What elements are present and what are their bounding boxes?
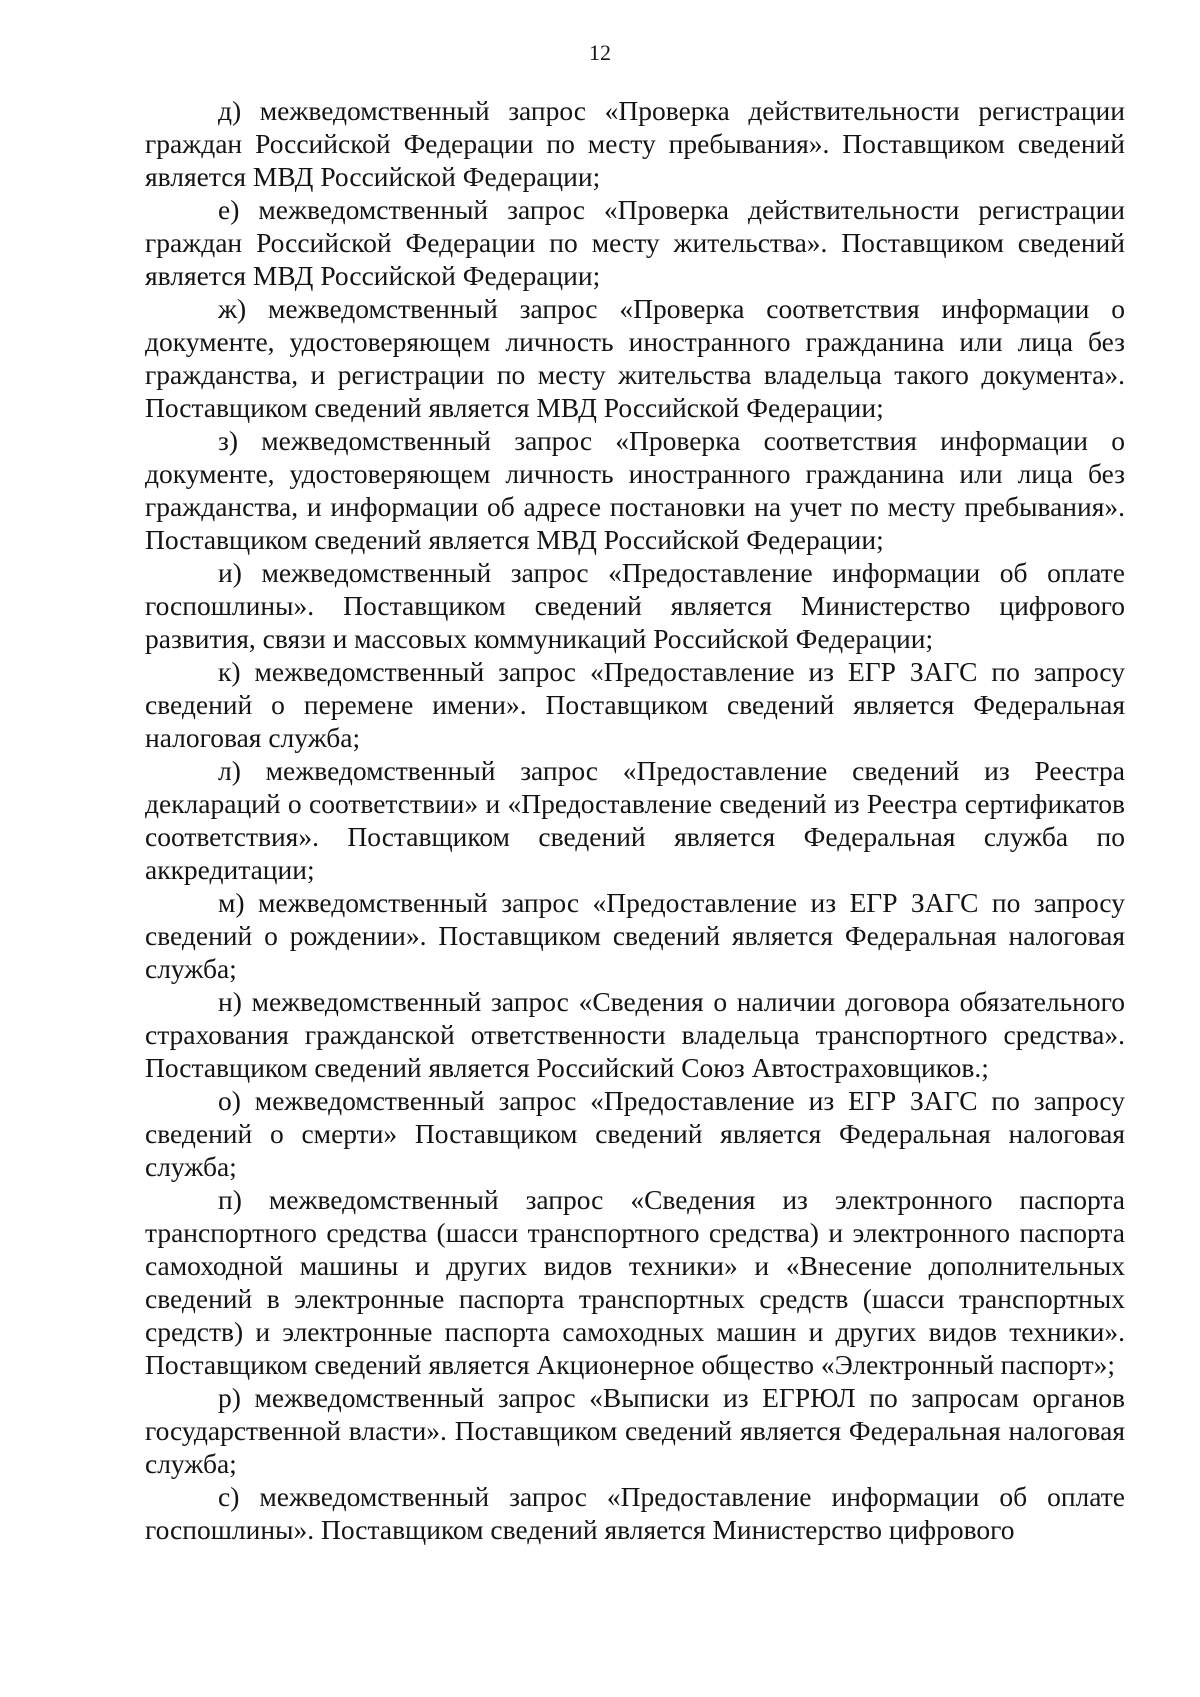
document-body xyxy=(145,94,1125,1546)
list-item-e: е) межведомственный запрос «Проверка действительности регистрации граждан Российской Федерации по месту жительства». Поставщиком сведений является МВД Российской Федерации; xyxy=(145,194,1125,291)
list-item-o: о) межведомственный запрос «Предоставление из ЕГР ЗАГС по запросу сведений о смерти» Поставщиком сведений является Федеральная налоговая служба; xyxy=(145,1085,1125,1182)
list-item-k: к) межведомственный запрос «Предоставление из ЕГР ЗАГС по запросу сведений о перемене имени». Поставщиком сведений является Федеральная налоговая служба; xyxy=(145,656,1125,753)
list-item-l: л) межведомственный запрос «Предоставление сведений из Реестра деклараций о соответствии» и «Предоставление сведений из Реестра сертификатов соответствия». Поставщиком сведений является Федеральная служба по аккредитации; xyxy=(145,755,1125,885)
list-item-z: з) межведомственный запрос «Проверка соответствия информации о документе, удостоверяющем личность иностранного гражданина или лица без гражданства, и информации об адресе постановки на учет по месту пребывания». Поставщиком сведений является МВД Российской Федерации; xyxy=(145,425,1125,555)
list-item-zh: ж) межведомственный запрос «Проверка соответствия информации о документе, удостоверяющем личность иностранного гражданина или лица без гражданства, и регистрации по месту жительства владельца такого документа». Поставщиком сведений является МВД Российской Федерации; xyxy=(145,293,1125,423)
list-item-r: р) межведомственный запрос «Выписки из ЕГРЮЛ по запросам органов государственной власти». Поставщиком сведений является Федеральная налоговая служба; xyxy=(145,1382,1125,1479)
list-item-n: н) межведомственный запрос «Сведения о наличии договора обязательного страхования гражданской ответственности владельца транспортного средства». Поставщиком сведений является Российский Союз Автостраховщиков.; xyxy=(145,986,1125,1083)
list-item-s: с) межведомственный запрос «Предоставление информации об оплате госпошлины». Поставщиком сведений является Министерство цифрового xyxy=(145,1481,1125,1545)
list-item-m: м) межведомственный запрос «Предоставление из ЕГР ЗАГС по запросу сведений о рождении». Поставщиком сведений является Федеральная налоговая служба; xyxy=(145,887,1125,984)
page-number: 12 xyxy=(589,40,611,65)
list-item-p: п) межведомственный запрос «Сведения из электронного паспорта транспортного средства (шасси транспортного средства) и электронного паспорта самоходной машины и других видов техники» и «Внесение дополнительных сведений в электронные паспорта транспортных средств (шасси транспортных средств) и электронные паспорта самоходных машин и других видов техники». Поставщиком сведений является Акционерное общество «Электронный паспорт»; xyxy=(145,1184,1125,1380)
list-item-d: д) межведомственный запрос «Проверка действительности регистрации граждан Российской Федерации по месту пребывания». Поставщиком сведений является МВД Российской Федерации; xyxy=(145,95,1125,192)
list-item-i: и) межведомственный запрос «Предоставление информации об оплате госпошлины». Поставщиком сведений является Министерство цифрового развития, связи и массовых коммуникаций Российской Федерации; xyxy=(145,557,1125,654)
